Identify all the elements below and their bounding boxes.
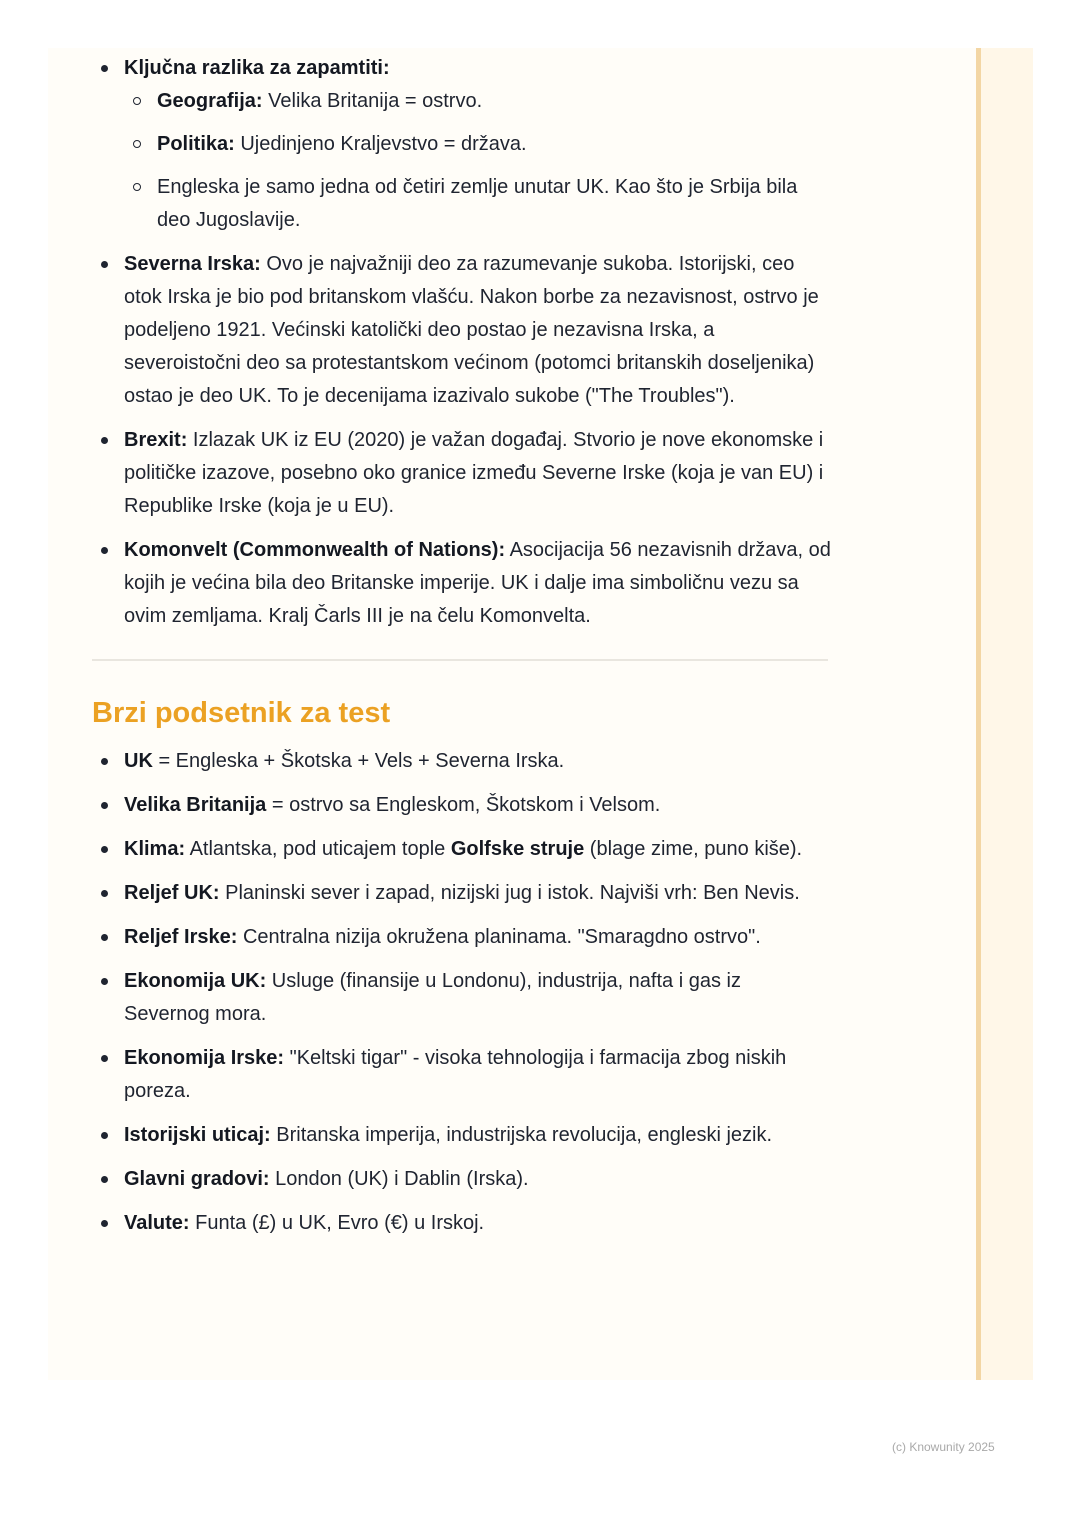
sub-item-text: Engleska je samo jedna od četiri zemlje unutar UK. Kao što je Srbija bila deo Jugoslavije. <box>157 176 798 231</box>
item-text: Planinski sever i zapad, nizijski jug i istok. Najviši vrh: Ben Nevis. <box>219 882 800 904</box>
list-item-velika-britanija <box>92 789 832 822</box>
section-divider <box>92 659 828 661</box>
list-item-glavni-gradovi <box>92 1163 832 1196</box>
item-bold-term: Golfske struje <box>450 838 585 860</box>
item-label: Istorijski uticaj: <box>124 1124 271 1146</box>
item-text: (blage zime, puno kiše). <box>584 838 803 860</box>
item-label: Severna Irska: <box>124 253 261 275</box>
item-text: "Keltski tigar" - visoka tehnologija i farmacija zbog niskih poreza. <box>124 1047 787 1102</box>
item-label: UK <box>124 750 153 772</box>
list-item-severna-irska <box>92 248 832 413</box>
key-difference-sublist <box>124 85 832 237</box>
sub-item-text: Velika Britanija = ostrvo. <box>262 90 483 112</box>
section-heading: Brzi podsetnik za test <box>92 697 391 729</box>
sub-item-engleska <box>124 171 832 237</box>
list-item-ekonomija-irske <box>92 1042 832 1108</box>
key-difference-title: Ključna razlika za zapamtiti: <box>124 57 390 79</box>
item-label: Reljef Irske: <box>124 926 238 948</box>
item-text: Funta (£) u UK, Evro (€) u Irskoj. <box>189 1212 485 1234</box>
list-item-reljef-uk <box>92 877 832 910</box>
list-item-ekonomija-uk <box>92 965 832 1031</box>
item-text: Usluge (finansije u Londonu), industrija, nafta i gas iz Severnog mora. <box>124 970 741 1025</box>
list-item-brexit <box>92 424 832 523</box>
item-label: Valute: <box>124 1212 190 1234</box>
item-label: Velika Britanija <box>124 794 267 816</box>
item-label: Reljef UK: <box>124 882 220 904</box>
list-item-reljef-irske <box>92 921 832 954</box>
sub-item-label: Geografija: <box>157 90 263 112</box>
item-text: Asocijacija 56 nezavisnih država, od kojih je većina bila deo Britanske imperije. UK i dalje ima simboličnu vezu sa ovim zemljama. Kralj Čarls III je na čelu Komonvelta. <box>124 539 831 627</box>
document-content <box>92 52 832 1251</box>
list-item-istorijski-uticaj <box>92 1119 832 1152</box>
item-text: Centralna nizija okružena planinama. "Smaragdno ostrvo". <box>237 926 761 948</box>
item-label: Glavni gradovi: <box>124 1168 270 1190</box>
item-text: Britanska imperija, industrijska revolucija, engleski jezik. <box>270 1124 773 1146</box>
item-text: Atlantska, pod uticajem tople <box>185 838 451 860</box>
list-item-key-difference <box>92 52 832 237</box>
item-label: Klima: <box>124 838 186 860</box>
list-item-uk <box>92 745 832 778</box>
sub-item-text: Ujedinjeno Kraljevstvo = država. <box>234 133 527 155</box>
item-text: Izlazak UK iz EU (2020) je važan događaj. Stvorio je nove ekonomske i političke izazove, posebno oko granice između Severne Irske (koja je van EU) i Republike Irske (koja je u EU). <box>124 429 824 517</box>
item-text: = Engleska + Škotska + Vels + Severna Irska. <box>152 750 565 772</box>
item-label: Ekonomija UK: <box>124 970 267 992</box>
item-text: Ovo je najvažniji deo za razumevanje sukoba. Istorijski, ceo otok Irska je bio pod britanskom vlašću. Nakon borbe za nezavisnost, ostrvo je podeljeno 1921. Većinski katolički deo postao je nezavisna Irska, a severoistočni deo sa protestantskom većinom (potomci britanskih doseljenika) ostao je deo UK. To je decenijama izazivalo sukobe ("The Troubles"). <box>124 253 819 407</box>
sub-item-politika <box>124 128 832 161</box>
list-item-komonvelt <box>92 534 832 633</box>
list-item-valute <box>92 1207 832 1240</box>
list-item-klima <box>92 833 832 866</box>
sub-item-geografija <box>124 85 832 118</box>
side-panel <box>981 48 1033 1380</box>
sub-item-label: Politika: <box>157 133 235 155</box>
item-label: Komonvelt (Commonwealth of Nations): <box>124 539 506 561</box>
section2-list <box>92 745 832 1240</box>
item-text: = ostrvo sa Engleskom, Škotskom i Velsom. <box>266 794 661 816</box>
item-label: Brexit: <box>124 429 188 451</box>
section1-list <box>92 52 832 633</box>
item-label: Ekonomija Irske: <box>124 1047 285 1069</box>
copyright-footer: (c) Knowunity 2025 <box>892 1440 995 1454</box>
item-text: London (UK) i Dablin (Irska). <box>269 1168 529 1190</box>
